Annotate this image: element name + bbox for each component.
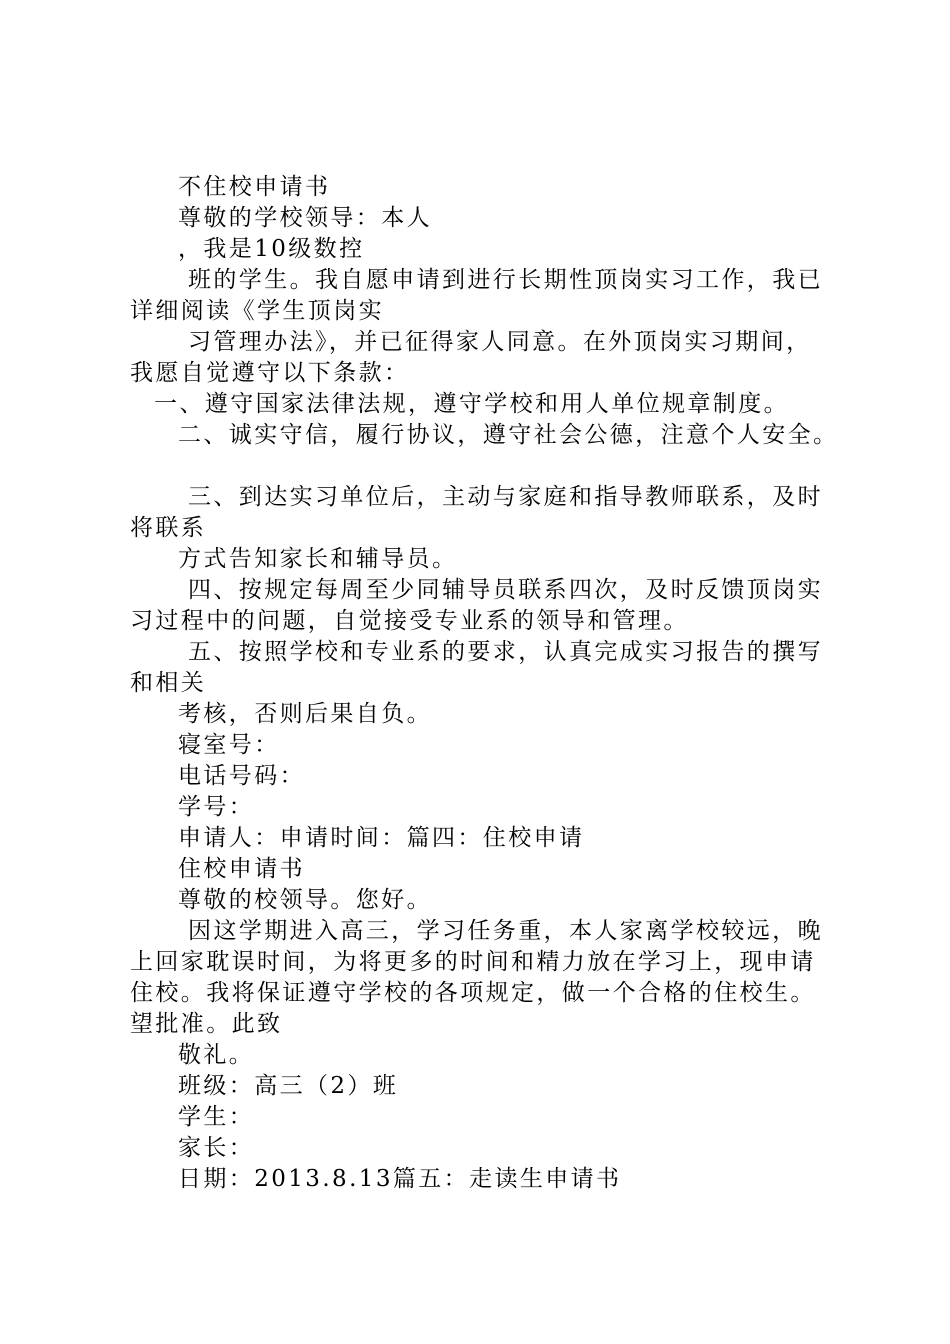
salutation: 尊敬的校领导。您好。: [178, 887, 432, 913]
paragraph-line: 和相关: [130, 670, 207, 696]
paragraph-line: 习管理办法》，并已征得家人同意。在外顶岗实习期间，: [188, 329, 812, 355]
doc-title: 不住校申请书: [178, 174, 331, 200]
parent-field: 家长：: [178, 1135, 255, 1161]
paragraph-line: 将联系: [130, 515, 207, 541]
paragraph-line: 班的学生。我自愿申请到进行长期性顶岗实习工作，我已: [188, 267, 823, 293]
paragraph-line: 考核，否则后果自负。: [178, 701, 432, 727]
class-field: 班级：高三（2）班: [178, 1073, 399, 1099]
phone-number-field: 电话号码：: [178, 763, 305, 789]
salutation: 尊敬的学校领导：本人: [178, 205, 432, 231]
clause-1: 一、遵守国家法律法规，遵守学校和用人单位规章制度。: [154, 391, 789, 417]
blank-line: [130, 451, 845, 482]
paragraph-line: 望批准。此致: [130, 1011, 283, 1037]
student-id-field: 学号：: [178, 794, 255, 820]
clause-2: 二、诚实守信，履行协议，遵守社会公德，注意个人安全。: [178, 422, 839, 448]
closing: 敬礼。: [178, 1042, 255, 1068]
applicant-line: 申请人：申请时间：篇四：住校申请: [178, 825, 585, 851]
paragraph-line: 习过程中的问题，自觉接受专业系的领导和管理。: [130, 608, 689, 634]
paragraph-line: 我愿自觉遵守以下条款：: [130, 360, 410, 386]
clause-5: 五、按照学校和专业系的要求，认真完成实习报告的撰写: [188, 639, 823, 665]
paragraph-line: 上回家耽误时间，为将更多的时间和精力放在学习上，现申请: [130, 949, 816, 975]
paragraph-line: 因这学期进入高三，学习任务重，本人家离学校较远，晚: [188, 918, 823, 944]
paragraph-line: ，我是10级数控: [178, 236, 365, 262]
dorm-number-field: 寝室号：: [178, 732, 280, 758]
paragraph-line: 住校。我将保证遵守学校的各项规定，做一个合格的住校生。: [130, 980, 816, 1006]
clause-3: 三、到达实习单位后，主动与家庭和指导教师联系，及时: [188, 484, 823, 510]
paragraph-line: 方式告知家长和辅导员。: [178, 546, 458, 572]
section-title: 住校申请书: [178, 856, 305, 882]
paragraph-line: 详细阅读《学生顶岗实: [130, 298, 384, 324]
date-line: 日期：2013.8.13篇五：走读生申请书: [178, 1166, 622, 1192]
clause-4: 四、按规定每周至少同辅导员联系四次，及时反馈顶岗实: [188, 577, 823, 603]
document-body: [130, 172, 845, 1195]
student-field: 学生：: [178, 1104, 255, 1130]
